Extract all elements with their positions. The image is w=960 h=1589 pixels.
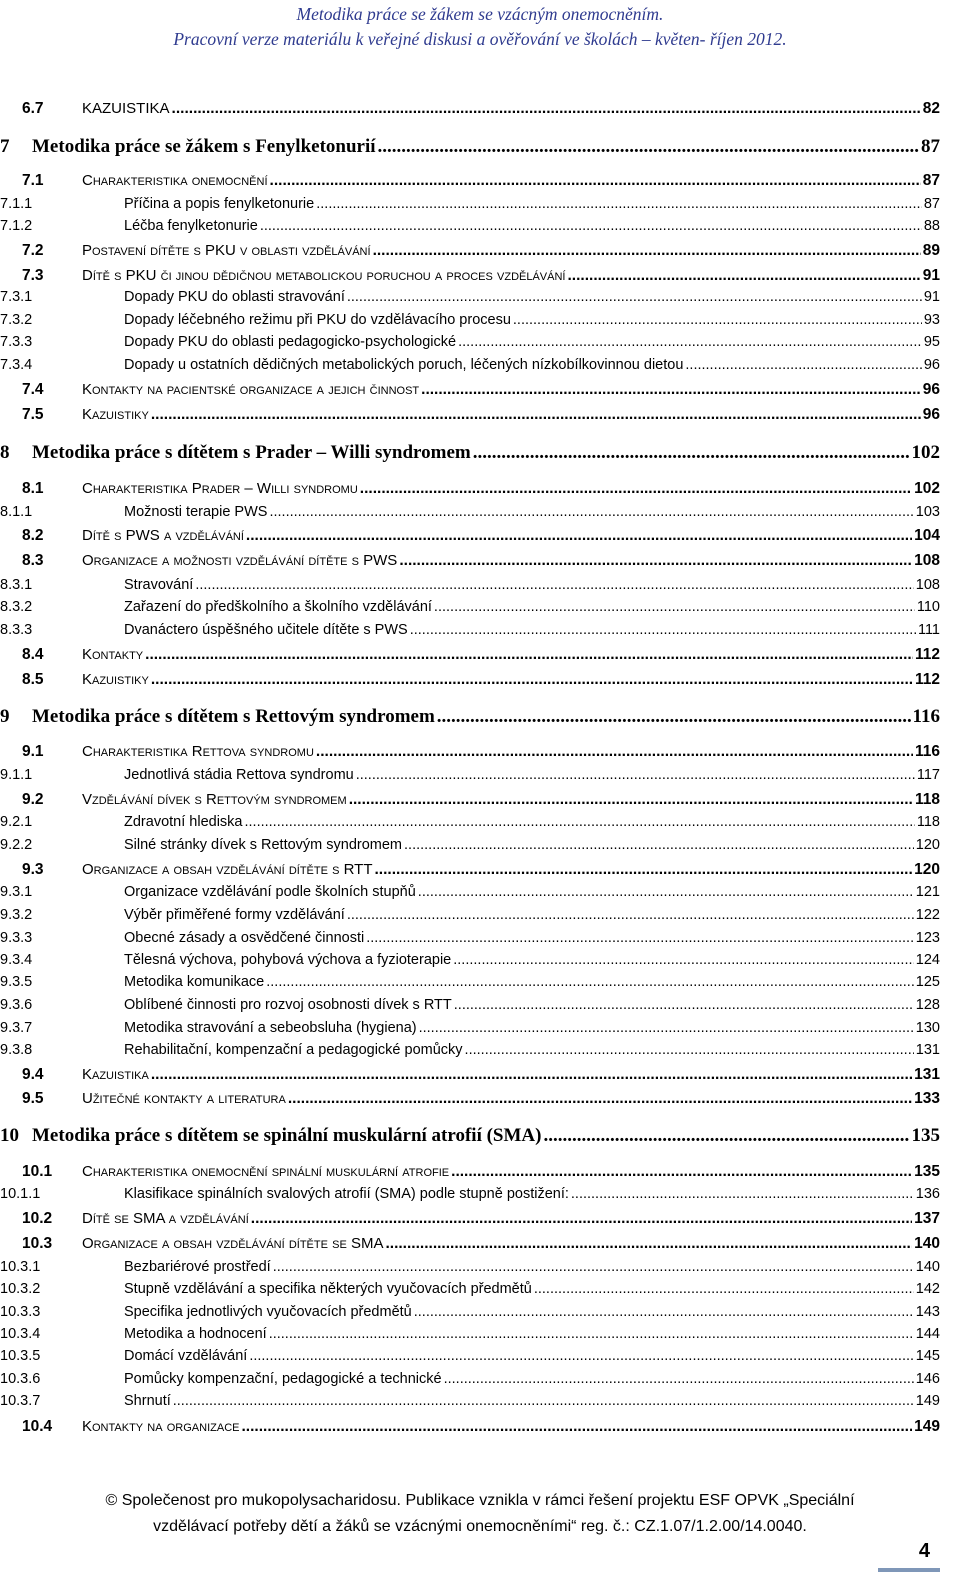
toc-entry-page: 95 — [923, 334, 940, 350]
toc-entry[interactable] — [0, 1020, 940, 1036]
toc-dot-leader — [347, 289, 922, 305]
toc-entry-number: 10.3.7 — [0, 1393, 41, 1409]
toc-entry-page: 118 — [914, 791, 940, 808]
toc-entry-number: 7.3.1 — [0, 289, 33, 305]
toc-entry-number: 9.3.3 — [0, 930, 33, 946]
toc-entry-title: Kontakty na pacientské organizace a jejich činnost — [82, 381, 420, 398]
toc-entry-title: Výběr přiměřené formy vzdělávání — [124, 907, 345, 923]
toc-entry-number: 7.3 — [22, 267, 44, 284]
toc-dot-leader — [513, 312, 922, 328]
toc-dot-leader — [356, 767, 915, 783]
toc-dot-leader — [404, 837, 914, 853]
toc-entry-page: 149 — [915, 1393, 940, 1409]
toc-entry-title: Silné stránky dívek s Rettovým syndromem — [124, 837, 403, 853]
toc-entry-number: 9.3.4 — [0, 952, 33, 968]
toc-entry-title: Stravování — [124, 577, 194, 593]
toc-entry-page: 123 — [915, 930, 940, 946]
toc-entry[interactable] — [0, 1235, 940, 1253]
toc-entry-title: Metodika stravování a sebeobsluha (hygiena) — [124, 1020, 417, 1036]
toc-dot-leader — [145, 646, 913, 664]
toc-entry[interactable] — [0, 1371, 940, 1387]
toc-entry[interactable] — [0, 172, 940, 190]
toc-entry-number: 8.3 — [22, 552, 44, 569]
toc-entry-title: Zdravotní hlediska — [124, 814, 243, 830]
toc-dot-leader — [251, 1210, 912, 1228]
footer-line-1: © Společenost pro mukopolysacharidosu. Publikace vznikla v rámci řešení projektu ESF OPVK „Speciální — [105, 1492, 855, 1509]
toc-dot-leader — [269, 1326, 914, 1342]
toc-entry-page: 135 — [914, 1163, 940, 1180]
toc-entry-page: 137 — [914, 1210, 940, 1227]
toc-entry-title: Dopady léčebného režimu při PKU do vzdělávacího procesu — [124, 312, 511, 328]
toc-dot-leader — [543, 1125, 909, 1147]
toc-entry-number: 9.2 — [22, 791, 44, 808]
toc-entry-title: Charakteristika Rettova syndromu — [82, 743, 314, 760]
toc-entry-title: Dopady PKU do oblasti stravování — [124, 289, 345, 305]
toc-entry-page: 111 — [917, 622, 940, 638]
toc-entry-page: 108 — [914, 552, 940, 569]
toc-entry[interactable] — [0, 480, 940, 498]
toc-entry-page: 103 — [915, 504, 940, 520]
toc-entry-title: Tělesná výchova, pohybová výchova a fyzioterapie — [124, 952, 452, 968]
toc-entry[interactable] — [0, 622, 940, 638]
toc-entry[interactable] — [0, 930, 940, 946]
toc-dot-leader — [453, 952, 914, 968]
toc-entry-title: Možnosti terapie PWS — [124, 504, 268, 520]
toc-dot-leader — [260, 218, 922, 234]
toc-entry-number: 9.3.2 — [0, 907, 33, 923]
toc-entry[interactable] — [0, 196, 940, 212]
toc-entry-title: Dítě s PWS a vzdělávání — [82, 527, 244, 544]
toc-entry[interactable] — [0, 1163, 940, 1181]
toc-entry[interactable] — [0, 767, 940, 783]
toc-dot-leader — [458, 334, 922, 350]
toc-entry-number: 7.1.2 — [0, 218, 33, 234]
toc-entry-number: 7.3.3 — [0, 334, 33, 350]
toc-dot-leader — [151, 671, 913, 689]
toc-entry-number: 7.1 — [22, 172, 44, 189]
toc-entry[interactable] — [0, 997, 940, 1013]
toc-dot-leader — [421, 381, 921, 399]
toc-dot-leader — [241, 1418, 912, 1436]
toc-entry-page: 91 — [922, 267, 940, 284]
toc-entry[interactable] — [0, 100, 940, 118]
toc-entry-page: 82 — [922, 100, 940, 117]
toc-entry[interactable] — [0, 952, 940, 968]
toc-dot-leader — [373, 242, 921, 260]
toc-entry-number: 9.2.2 — [0, 837, 33, 853]
toc-entry[interactable] — [0, 504, 940, 520]
toc-dot-leader — [349, 791, 913, 809]
toc-entry[interactable] — [0, 884, 940, 900]
toc-entry[interactable] — [0, 312, 940, 328]
toc-entry-title: Metodika práce s dítětem s Prader – Willi syndromem — [32, 442, 471, 463]
toc-entry[interactable] — [0, 1393, 940, 1409]
toc-entry[interactable] — [0, 136, 940, 158]
toc-entry-page: 140 — [915, 1259, 940, 1275]
toc-entry-page: 117 — [916, 767, 940, 783]
toc-entry[interactable] — [0, 577, 940, 593]
toc-dot-leader — [567, 267, 920, 285]
toc-entry-number: 8.3.2 — [0, 599, 33, 615]
toc-entry-number: 9.3.8 — [0, 1042, 33, 1058]
toc-entry-number: 9 — [0, 706, 10, 727]
footer-line-2: vzdělávací potřeby dětí a žáků se vzácnými onemocněními“ reg. č.: CZ.1.07/1.2.00/14.0040. — [153, 1518, 807, 1535]
toc-dot-leader — [151, 406, 921, 424]
toc-entry-title: Metodika práce s dítětem se spinální muskulární atrofií (SMA) — [32, 1125, 542, 1146]
toc-entry-number: 9.3.6 — [0, 997, 33, 1013]
toc-dot-leader — [465, 1042, 914, 1058]
toc-dot-leader — [418, 884, 914, 900]
toc-entry[interactable] — [0, 671, 940, 689]
toc-entry-page: 110 — [916, 599, 940, 615]
toc-entry-page: 124 — [915, 952, 940, 968]
toc-entry-title: Charakteristika onemocnění — [82, 172, 268, 189]
toc-entry[interactable] — [0, 1210, 940, 1228]
toc-entry-title: KAZUISTIKA — [82, 100, 170, 117]
toc-dot-leader — [316, 743, 913, 761]
toc-entry-title: Obecné zásady a osvědčené činnosti — [124, 930, 365, 946]
toc-dot-leader — [244, 814, 914, 830]
toc-entry-page: 87 — [921, 136, 940, 157]
toc-entry-title: Bezbariérové prostředí — [124, 1259, 271, 1275]
toc-entry-page: 118 — [916, 814, 940, 830]
toc-entry-page: 131 — [915, 1042, 940, 1058]
toc-dot-leader — [269, 504, 913, 520]
toc-dot-leader — [434, 599, 915, 615]
toc-entry-page: 96 — [922, 406, 940, 423]
toc-entry[interactable] — [0, 743, 940, 761]
toc-dot-leader — [288, 1090, 912, 1108]
toc-dot-leader — [685, 357, 921, 373]
toc-dot-leader — [534, 1281, 914, 1297]
toc-entry[interactable] — [0, 791, 940, 809]
page-number-underline — [878, 1568, 940, 1572]
toc-dot-leader — [246, 527, 912, 545]
toc-entry[interactable] — [0, 1418, 940, 1436]
toc-entry-page: 145 — [915, 1348, 940, 1364]
toc-entry-number: 8.5 — [22, 671, 44, 688]
toc-dot-leader — [173, 1393, 914, 1409]
toc-entry[interactable] — [0, 406, 940, 424]
toc-entry-page: 135 — [911, 1125, 940, 1146]
toc-entry-title: Kazuistika — [82, 1066, 149, 1083]
toc-entry-number: 10 — [0, 1125, 19, 1146]
toc-entry-number: 10.3.5 — [0, 1348, 41, 1364]
toc-entry-page: 143 — [915, 1304, 940, 1320]
toc-entry-number: 7.3.4 — [0, 357, 33, 373]
toc-entry[interactable] — [0, 267, 940, 285]
toc-entry-page: 91 — [923, 289, 940, 305]
toc-dot-leader — [454, 997, 914, 1013]
toc-entry[interactable] — [0, 1304, 940, 1320]
page-footer — [30, 1488, 930, 1540]
toc-entry-number: 10.2 — [22, 1210, 53, 1227]
toc-entry-number: 10.1 — [22, 1163, 53, 1180]
header-line-2: Pracovní verze materiálu k veřejné diskusi a ověřování ve školách – květen- říjen 2012. — [173, 29, 787, 49]
toc-entry[interactable] — [0, 357, 940, 373]
toc-entry[interactable] — [0, 837, 940, 853]
toc-entry-page: 128 — [915, 997, 940, 1013]
toc-entry-page: 112 — [914, 646, 940, 663]
toc-entry-title: Rehabilitační, kompenzační a pedagogické pomůcky — [124, 1042, 463, 1058]
toc-entry-title: Shrnutí — [124, 1393, 171, 1409]
toc-entry-title: Organizace a obsah vzdělávání dítěte s RTT — [82, 861, 373, 878]
toc-entry-number: 9.3.7 — [0, 1020, 33, 1036]
toc-entry-number: 9.3.1 — [0, 884, 33, 900]
toc-entry-number: 7.5 — [22, 406, 44, 423]
toc-entry-title: Metodika komunikace — [124, 974, 265, 990]
toc-entry[interactable] — [0, 218, 940, 234]
toc-entry-title: Pomůcky kompenzační, pedagogické a technické — [124, 1371, 442, 1387]
toc-entry-page: 112 — [914, 671, 940, 688]
toc-entry[interactable] — [0, 442, 940, 464]
toc-entry-title: Jednotlivá stádia Rettova syndromu — [124, 767, 354, 783]
toc-entry-page: 87 — [923, 196, 940, 212]
toc-dot-leader — [151, 1066, 912, 1084]
toc-entry-number: 10.3.6 — [0, 1371, 41, 1387]
toc-dot-leader — [410, 622, 916, 638]
toc-dot-leader — [375, 861, 913, 879]
toc-entry-title: Dvanáctero úspěšného učitele dítěte s PWS — [124, 622, 408, 638]
toc-entry[interactable] — [0, 334, 940, 350]
toc-entry-page: 93 — [923, 312, 940, 328]
toc-entry-number: 8.1.1 — [0, 504, 33, 520]
toc-entry-number: 8.1 — [22, 480, 44, 497]
toc-entry-page: 131 — [914, 1066, 940, 1083]
toc-entry-number: 10.1.1 — [0, 1186, 41, 1202]
toc-entry-title: Charakteristika onemocnění spinální muskulární atrofie — [82, 1163, 450, 1180]
toc-entry-number: 10.3.3 — [0, 1304, 41, 1320]
toc-entry[interactable] — [0, 289, 940, 305]
toc-entry-title: Vzdělávání dívek s Rettovým syndromem — [82, 791, 347, 808]
toc-entry-page: 102 — [911, 442, 940, 463]
toc-entry-title: Domácí vzdělávání — [124, 1348, 248, 1364]
toc-dot-leader — [266, 974, 914, 990]
toc-entry-number: 10.3 — [22, 1235, 53, 1252]
toc-dot-leader — [249, 1348, 913, 1364]
toc-entry[interactable] — [0, 974, 940, 990]
toc-entry-page: 96 — [923, 357, 940, 373]
toc-entry-number: 7.4 — [22, 381, 44, 398]
toc-entry[interactable] — [0, 814, 940, 830]
toc-entry-number: 10.3.1 — [0, 1259, 41, 1275]
toc-entry-page: 108 — [915, 577, 940, 593]
toc-entry-page: 140 — [914, 1235, 940, 1252]
toc-entry[interactable] — [0, 706, 940, 728]
toc-entry-page: 121 — [915, 884, 940, 900]
toc-entry-title: Kazuistiky — [82, 406, 149, 423]
toc-entry-page: 116 — [912, 706, 940, 727]
toc-entry-title: Dítě se SMA a vzdělávání — [82, 1210, 249, 1227]
toc-entry-number: 8.2 — [22, 527, 44, 544]
toc-entry-page: 146 — [915, 1371, 940, 1387]
toc-entry-title: Kazuistiky — [82, 671, 149, 688]
toc-entry[interactable] — [0, 1348, 940, 1364]
page-number-box — [878, 1542, 940, 1568]
toc-entry-title: Užitečné kontakty a literatura — [82, 1090, 286, 1107]
toc-entry-title: Léčba fenylketonurie — [124, 218, 258, 234]
toc-entry-title: Dopady PKU do oblasti pedagogicko-psychologické — [124, 334, 457, 350]
toc-entry-title: Specifika jednotlivých vyučovacích předmětů — [124, 1304, 412, 1320]
toc-entry-number: 9.1.1 — [0, 767, 33, 783]
toc-entry-page: 116 — [914, 743, 940, 760]
toc-entry-number: 7.2 — [22, 242, 44, 259]
toc-dot-leader — [414, 1304, 914, 1320]
toc-entry-number: 9.3 — [22, 861, 44, 878]
toc-dot-leader — [399, 552, 912, 570]
toc-entry[interactable] — [0, 1186, 940, 1202]
toc-entry-number: 8.3.1 — [0, 577, 33, 593]
toc-entry-number: 7.1.1 — [0, 196, 33, 212]
toc-entry-number: 8.3.3 — [0, 622, 33, 638]
toc-entry-title: Metodika a hodnocení — [124, 1326, 267, 1342]
toc-entry-number: 9.4 — [22, 1066, 44, 1083]
toc-entry-number: 9.2.1 — [0, 814, 33, 830]
header-line-1: Metodika práce se žákem se vzácným onemocněním. — [296, 4, 664, 24]
toc-entry-page: 144 — [915, 1326, 940, 1342]
toc-entry-title: Zařazení do předškolního a školního vzdělávání — [124, 599, 432, 615]
toc-entry-title: Kontakty na organizace — [82, 1418, 240, 1435]
toc-entry-page: 88 — [923, 218, 940, 234]
toc-dot-leader — [444, 1371, 914, 1387]
toc-entry-number: 10.3.2 — [0, 1281, 41, 1297]
toc-entry-page: 120 — [914, 861, 940, 878]
toc-entry-number: 7.3.2 — [0, 312, 33, 328]
toc-entry-title: Dopady u ostatních dědičných metabolických poruch, léčených nízkobílkovinnou dietou — [124, 357, 684, 373]
toc-entry-number: 8.4 — [22, 646, 44, 663]
toc-dot-leader — [195, 577, 913, 593]
toc-entry[interactable] — [0, 599, 940, 615]
toc-entry-page: 136 — [915, 1186, 940, 1202]
toc-dot-leader — [360, 480, 912, 498]
toc-dot-leader — [270, 172, 921, 190]
toc-entry-title: Organizace a obsah vzdělávání dítěte se SMA — [82, 1235, 384, 1252]
toc-entry-page: 89 — [922, 242, 940, 259]
toc-entry-page: 122 — [915, 907, 940, 923]
toc-entry-title: Metodika práce se žákem s Fenylketonurií — [32, 136, 376, 157]
toc-entry-page: 104 — [914, 527, 940, 544]
toc-entry-page: 102 — [914, 480, 940, 497]
toc-dot-leader — [419, 1020, 914, 1036]
toc-dot-leader — [347, 907, 914, 923]
toc-entry-page: 142 — [915, 1281, 940, 1297]
toc-dot-leader — [451, 1163, 912, 1181]
toc-entry[interactable] — [0, 1042, 940, 1058]
toc-entry-number: 9.1 — [22, 743, 44, 760]
toc-entry-page: 96 — [922, 381, 940, 398]
toc-entry-page: 125 — [915, 974, 940, 990]
toc-entry[interactable] — [0, 646, 940, 664]
toc-entry[interactable] — [0, 242, 940, 260]
toc-entry-title: Dítě s PKU či jinou dědičnou metabolickou poruchou a proces vzdělávání — [82, 267, 566, 284]
toc-entry-title: Organizace a možnosti vzdělávání dítěte s PWS — [82, 552, 398, 569]
toc-entry-number: 6.7 — [22, 100, 44, 117]
toc-entry-title: Klasifikace spinálních svalových atrofií (SMA) podle stupně postižení: — [124, 1186, 569, 1202]
toc-dot-leader — [571, 1186, 914, 1202]
toc-entry-number: 7 — [0, 136, 10, 157]
toc-dot-leader — [316, 196, 922, 212]
toc-entry-title: Metodika práce s dítětem s Rettovým syndromem — [32, 706, 435, 727]
page-header — [0, 2, 960, 52]
page-number: 4 — [918, 1540, 930, 1562]
toc-dot-leader — [437, 706, 911, 728]
toc-entry-title: Příčina a popis fenylketonurie — [124, 196, 315, 212]
toc-entry-number: 8 — [0, 442, 10, 463]
toc-entry[interactable] — [0, 552, 940, 570]
toc-entry-page: 87 — [922, 172, 940, 189]
toc-entry-page: 120 — [915, 837, 940, 853]
toc-entry-title: Charakteristika Prader – Willi syndromu — [82, 480, 358, 497]
toc-entry[interactable] — [0, 1090, 940, 1108]
toc-entry[interactable] — [0, 381, 940, 399]
toc-entry-page: 130 — [915, 1020, 940, 1036]
toc-entry-title: Stupně vzdělávání a specifika některých vyučovacích předmětů — [124, 1281, 532, 1297]
toc-entry-title: Organizace vzdělávání podle školních stupňů — [124, 884, 416, 900]
toc-entry-title: Kontakty — [82, 646, 144, 663]
toc-entry-title: Postavení dítěte s PKU v oblasti vzdělávání — [82, 242, 371, 259]
toc-dot-leader — [385, 1235, 912, 1253]
toc-entry-number: 10.4 — [22, 1418, 53, 1435]
toc-entry[interactable] — [0, 1125, 940, 1147]
toc-entry[interactable] — [0, 907, 940, 923]
toc-entry[interactable] — [0, 1066, 940, 1084]
toc-entry[interactable] — [0, 1281, 940, 1297]
toc-entry-page: 133 — [914, 1090, 940, 1107]
toc-dot-leader — [366, 930, 914, 946]
toc-dot-leader — [273, 1259, 914, 1275]
toc-entry-number: 9.3.5 — [0, 974, 33, 990]
toc-entry-number: 10.3.4 — [0, 1326, 41, 1342]
toc-entry[interactable] — [0, 1259, 940, 1275]
toc-entry[interactable] — [0, 527, 940, 545]
toc-dot-leader — [378, 136, 919, 158]
toc-dot-leader — [172, 100, 921, 118]
toc-entry[interactable] — [0, 1326, 940, 1342]
toc-dot-leader — [473, 442, 910, 464]
toc-entry-number: 9.5 — [22, 1090, 44, 1107]
toc-entry[interactable] — [0, 861, 940, 879]
toc-entry-page: 149 — [914, 1418, 940, 1435]
toc-entry-title: Oblíbené činnosti pro rozvoj osobnosti dívek s RTT — [124, 997, 452, 1013]
